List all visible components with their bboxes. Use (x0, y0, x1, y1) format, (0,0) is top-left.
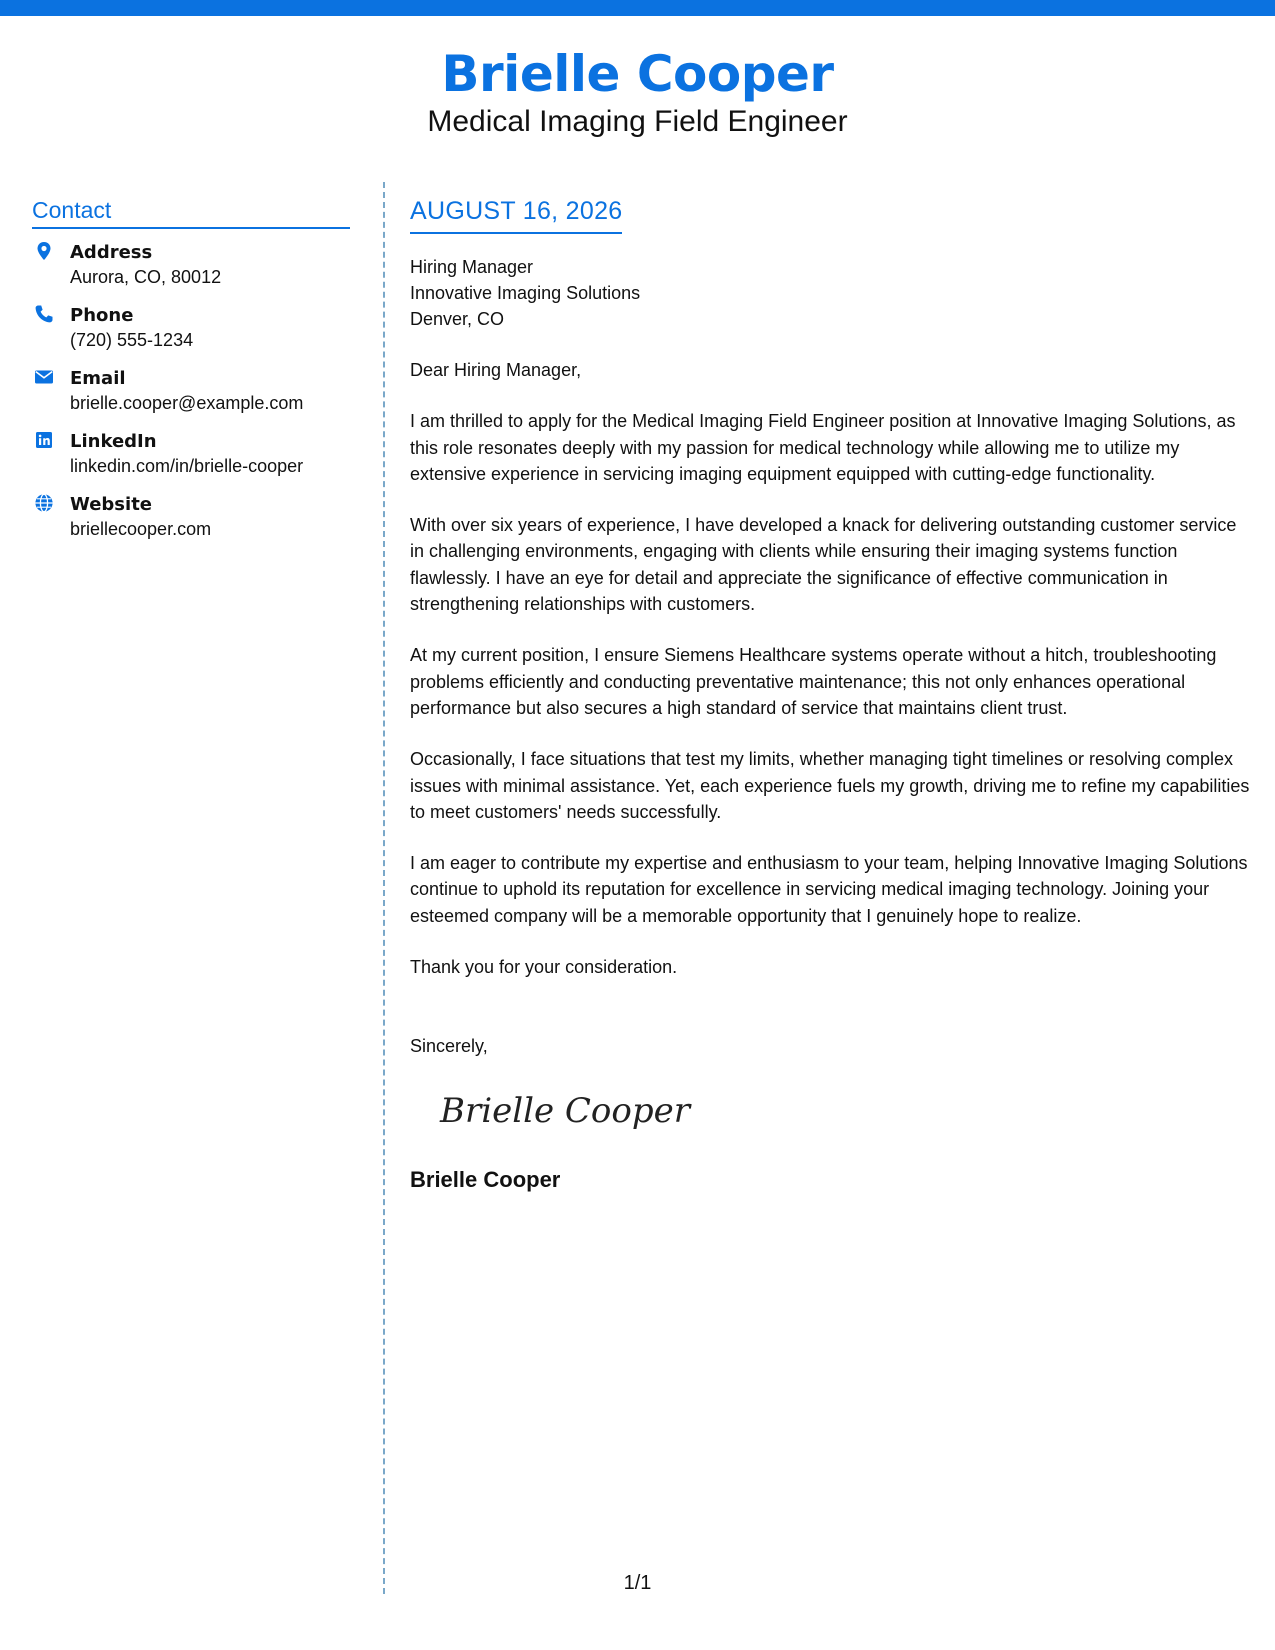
contact-value-email[interactable]: brielle.cooper@example.com (70, 393, 304, 413)
contact-label-website: Website (70, 494, 153, 515)
phone-icon (34, 304, 54, 324)
contact-email (32, 367, 350, 430)
contact-value-phone: (720) 555-1234 (70, 330, 194, 350)
contact-value-address: Aurora, CO, 80012 (70, 267, 222, 287)
letter-paragraph: At my current position, I ensure Siemens Healthcare systems operate without a hitch, troubleshooting problems efficiently and conducting preventative maintenance; this not only enhances operational performance but also secures a high standard of service that maintains client trust. (410, 645, 1217, 718)
letter-paragraph: Thank you for your consideration. (410, 957, 678, 978)
contact-value-website[interactable]: briellecooper.com (70, 519, 212, 539)
salutation: Dear Hiring Manager, (410, 360, 582, 380)
letter-paragraph: I am thrilled to apply for the Medical Imaging Field Engineer position at Innovative Imaging Solutions, as this role resonates deeply with my passion for medical technology while allowing me to utilize my extensive experience in servicing imaging equipment equipped with cutting-edge functionality. (410, 411, 1236, 484)
letter-body (410, 196, 1250, 1193)
contact-website (32, 493, 350, 556)
signature-image (436, 1080, 691, 1140)
map-pin-icon (34, 241, 54, 261)
contact-address (32, 241, 350, 304)
job-title: Medical Imaging Field Engineer (427, 105, 848, 138)
envelope-icon (34, 367, 54, 387)
letter-paragraph: I am eager to contribute my expertise and enthusiasm to your team, helping Innovative Imaging Solutions continue to uphold its reputation for excellence in servicing medical imaging technology. Joining your esteemed company will be a memorable opportunity that I genuinely hope to realize. (410, 853, 1248, 926)
applicant-name: Brielle Cooper (441, 45, 834, 103)
recipient-line: Innovative Imaging Solutions (410, 283, 641, 303)
contact-phone (32, 304, 350, 367)
contact-list (32, 241, 350, 556)
contact-sidebar (32, 196, 350, 556)
contact-label-phone: Phone (70, 305, 134, 326)
recipient-line: Hiring Manager (410, 257, 534, 277)
contact-linkedin (32, 430, 350, 493)
signature-text: Brielle Cooper (440, 1090, 691, 1131)
letter-date: AUGUST 16, 2026 (410, 196, 622, 234)
top-accent-bar (0, 0, 1275, 16)
globe-icon (34, 493, 54, 513)
letter-paragraph: With over six years of experience, I have developed a knack for delivering outstanding customer service in challenging environments, engaging with clients while ensuring their imaging systems function flawlessly. I have an eye for detail and appreciate the significance of effective communication in strengthening relationships with customers. (410, 515, 1237, 615)
contact-heading: Contact (32, 196, 350, 229)
contact-label-address: Address (70, 242, 153, 263)
closing: Sincerely, (410, 1036, 488, 1057)
contact-value-linkedin[interactable]: linkedin.com/in/brielle-cooper (70, 456, 304, 476)
contact-label-linkedin: LinkedIn (70, 431, 157, 452)
header (0, 44, 1275, 140)
contact-label-email: Email (70, 368, 126, 389)
recipient-line: Denver, CO (410, 309, 505, 329)
page-number: 1/1 (623, 1572, 652, 1594)
column-divider (383, 182, 385, 1594)
signer-name: Brielle Cooper (410, 1166, 561, 1192)
recipient-block (410, 254, 1250, 332)
letter-paragraph: Occasionally, I face situations that test my limits, whether managing tight timelines or resolving complex issues with minimal assistance. Yet, each experience fuels my growth, driving me to refine my capabilities to meet customers' needs successfully. (410, 749, 1250, 822)
linkedin-icon (34, 430, 54, 450)
